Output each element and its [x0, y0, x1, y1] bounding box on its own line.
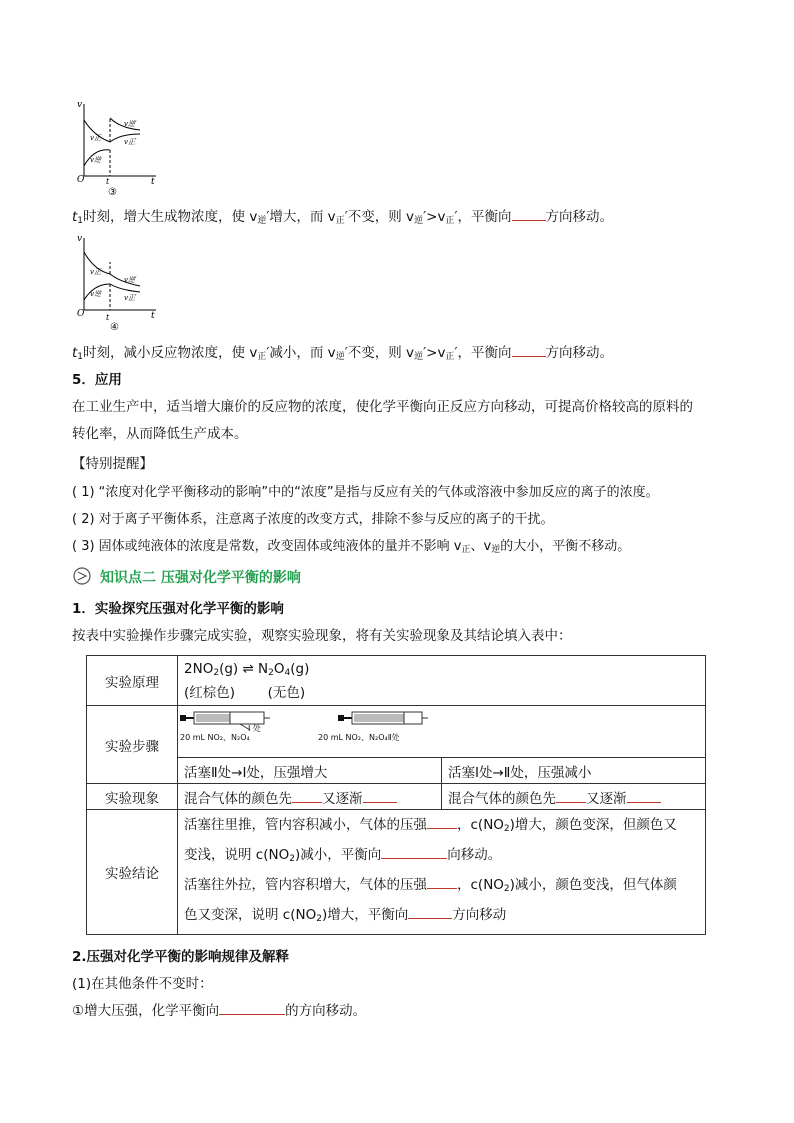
- reminder-item-3: ( 3) 固体或纯液体的浓度是常数，改变固体或纯液体的量并不影响 $v_正$、$v_逆$的大小，平衡不移动。: [72, 539, 631, 555]
- syringe-1: [180, 708, 300, 752]
- observation-left: 混合气体的颜色先 又逐渐: [178, 784, 442, 810]
- t-axis-label: t: [151, 311, 155, 321]
- answer-blank[interactable]: [381, 846, 447, 859]
- step-right: 活塞Ⅰ处→Ⅱ处，压强减小: [442, 758, 706, 784]
- syringe-diagram-cell: [178, 706, 706, 758]
- graph-number: ④: [110, 322, 119, 332]
- answer-blank[interactable]: [556, 790, 586, 803]
- v-zheng-prime-label: v正′: [124, 138, 137, 146]
- syringe-1-icon: [180, 708, 300, 732]
- sub-1-heading: 1．实验探究压强对化学平衡的影响: [72, 601, 284, 617]
- syringe-2-icon: [318, 708, 438, 732]
- t1-label: t: [106, 177, 110, 186]
- arrow-circle-icon: [72, 566, 92, 586]
- answer-blank[interactable]: [427, 816, 457, 829]
- answer-blank[interactable]: [627, 790, 661, 803]
- v-ni-prime-label: v逆′: [124, 276, 137, 284]
- color-colorless: (无色): [267, 684, 306, 701]
- knowledge-point-2-title: 知识点二 压强对化学平衡的影响: [100, 570, 301, 586]
- syringe-1-label: 20 mL NO₂、N₂O₄: [180, 733, 250, 742]
- syringe-2: [318, 708, 458, 752]
- table-row: [87, 706, 706, 758]
- t1-label: t: [106, 313, 110, 322]
- rate-time-graph-4: [74, 232, 164, 332]
- v-zheng-label: v正: [90, 268, 101, 276]
- reminder-item-2: ( 2) 对于离子平衡体系，注意离子浓度的改变方式，排除不参与反应的离子的干扰。: [72, 512, 554, 527]
- rate-time-graph-3: [74, 98, 164, 198]
- answer-blank[interactable]: [512, 208, 546, 221]
- experiment-table: [86, 655, 706, 935]
- graph-3: [74, 98, 164, 198]
- conclusion-line-3: 活塞往外拉，管内容积增大，气体的压强 ，$c(NO_2)$减小，颜色变浅，但气体颜: [184, 877, 677, 894]
- special-reminder-title: 【特别提醒】: [72, 456, 153, 472]
- syringe-2-label: 20 mL NO₂、N₂O₄Ⅱ处: [318, 733, 400, 742]
- answer-blank[interactable]: [427, 876, 457, 889]
- section-5-heading: 5．应用: [72, 372, 122, 388]
- v-axis-label: v: [77, 100, 83, 110]
- v-ni-label: v逆: [90, 290, 101, 298]
- table-row: [87, 784, 706, 810]
- sub-2-heading: 2.压强对化学平衡的影响规律及解释: [72, 949, 290, 965]
- table-row: [87, 758, 706, 784]
- reaction-equation: $2NO_2(g)$ ⇌ $N_2O_4(g)$: [184, 660, 310, 678]
- table-row: [87, 810, 706, 935]
- color-red-brown: (红棕色): [184, 684, 236, 701]
- conclusion-line-2: 变浅，说明 $c(NO_2)$减小，平衡向 向移动。: [184, 847, 502, 864]
- row-head-steps: 实验步骤: [87, 706, 178, 784]
- step-left: 活塞Ⅱ处→Ⅰ处，压强增大: [178, 758, 442, 784]
- conclusion-line-4: 色又变深，说明 $c(NO_2)$增大，平衡向 方向移动: [184, 907, 507, 924]
- row-head-conclusion: 实验结论: [87, 810, 178, 935]
- v-ni-prime-label: v逆′: [124, 120, 137, 128]
- answer-blank[interactable]: [408, 906, 452, 919]
- answer-blank[interactable]: [363, 790, 397, 803]
- v-zheng-label: v正: [90, 134, 101, 142]
- conclusion-line-1: 活塞往里推，管内容积减小，气体的压强 ，$c(NO_2)$增大，颜色变深，但颜色又: [184, 817, 677, 834]
- row-head-observation: 实验现象: [87, 784, 178, 810]
- v-ni-label: v逆: [90, 156, 101, 164]
- observation-right: 混合气体的颜色先 又逐渐: [442, 784, 706, 810]
- origin-label: O: [77, 309, 85, 319]
- answer-blank[interactable]: [292, 790, 322, 803]
- answer-blank[interactable]: [512, 344, 546, 357]
- paragraph-t1-decrease-reactant: $t_1$时刻，减小反应物浓度，使 $v_正'$减小，而 $v_逆'$不变，则 $v_逆'>v_正'$，平衡向 方向移动。: [72, 345, 614, 362]
- answer-blank[interactable]: [219, 1002, 285, 1015]
- table-row: [87, 656, 706, 706]
- origin-label: O: [77, 175, 85, 185]
- row-head-principle: 实验原理: [87, 656, 178, 706]
- principle-cell: [178, 656, 706, 706]
- graph-4: [74, 232, 164, 332]
- t-axis-label: t: [151, 177, 155, 187]
- sub-2-item-1: ①增大压强，化学平衡向 的方向移动。: [72, 1003, 367, 1019]
- syringe-1-mark: I 处: [248, 724, 261, 733]
- paragraph-t1-increase-product: $t_1$时刻，增大生成物浓度，使 $v_逆'$增大，而 $v_正'$不变，则 $v_逆'>v_正'$，平衡向 方向移动。: [72, 209, 614, 226]
- reminder-item-1: ( 1) “浓度对化学平衡移动的影响”中的“浓度”是指与反应有关的气体或溶液中参加反应的离子的浓度。: [72, 485, 659, 500]
- conclusion-cell: [178, 810, 706, 935]
- section-5-text-1: 在工业生产中，适当增大廉价的反应物的浓度，使化学平衡向正反应方向移动，可提高价格较高的原料的: [72, 399, 693, 415]
- graph-number: ③: [108, 187, 117, 198]
- sub-1-intro: 按表中实验操作步骤完成实验，观察实验现象，将有关实验现象及其结论填入表中：: [72, 628, 572, 644]
- v-zheng-prime-label: v正′: [124, 294, 137, 302]
- section-5-text-2: 转化率，从而降低生产成本。: [72, 426, 248, 442]
- sub-2-condition: (1)在其他条件不变时：: [72, 976, 213, 992]
- v-axis-label: v: [77, 234, 83, 244]
